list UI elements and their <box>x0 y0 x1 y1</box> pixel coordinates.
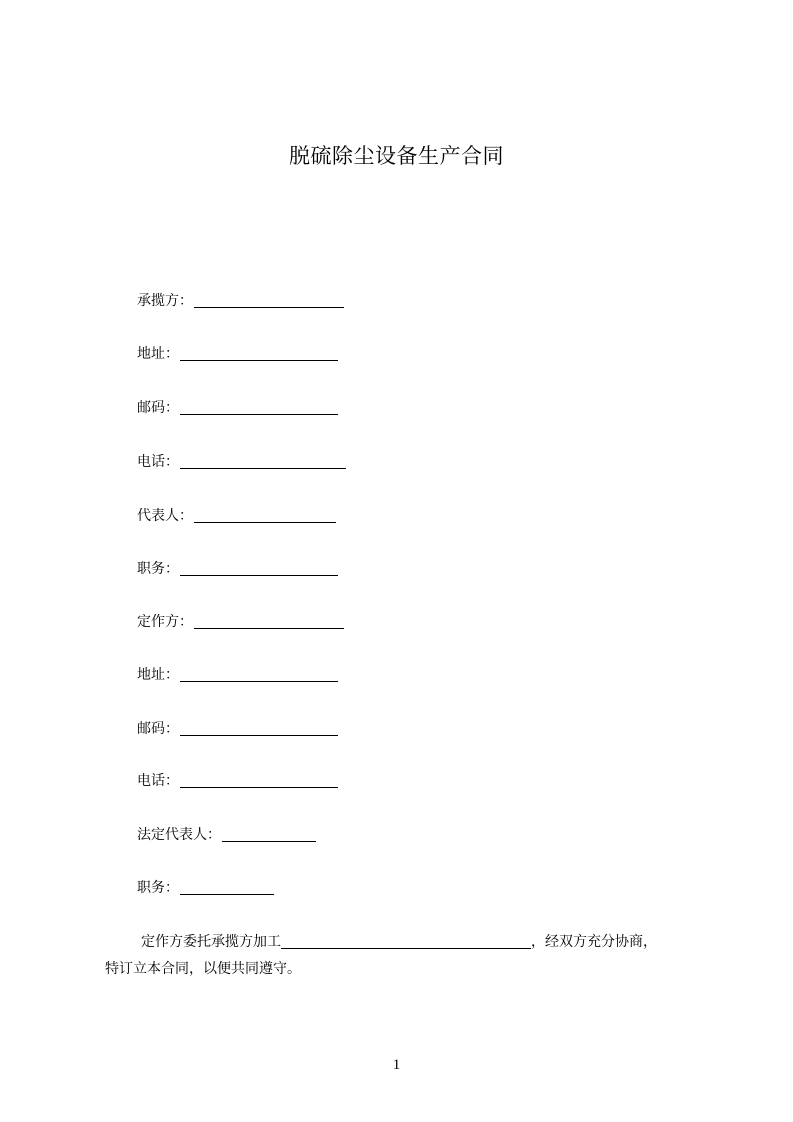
field-label: 电话： <box>137 773 179 789</box>
field-label: 邮码： <box>137 721 179 737</box>
field-client <box>137 611 344 633</box>
field-client-address <box>137 664 338 686</box>
field-contractor <box>137 290 344 312</box>
field-client-position <box>137 877 274 899</box>
field-contractor-representative <box>137 505 336 527</box>
field-contractor-position <box>137 558 338 580</box>
field-client-postcode <box>137 718 338 740</box>
field-label: 地址： <box>137 667 179 683</box>
field-label: 邮码： <box>137 400 179 416</box>
page-number: 1 <box>392 1057 401 1073</box>
field-label: 承揽方： <box>137 293 193 309</box>
field-label: 地址： <box>137 346 179 362</box>
field-label: 职务： <box>137 880 179 896</box>
document-title: 脱硫除尘设备生产合同 <box>289 144 504 168</box>
field-label: 法定代表人： <box>137 827 221 843</box>
paragraph-line-2: 特订立本合同，以便共同遵守。 <box>105 961 301 977</box>
field-label: 职务： <box>137 561 179 577</box>
paragraph-text: 定作方委托承揽方加工 <box>141 934 281 950</box>
field-label: 电话： <box>137 454 179 470</box>
fill-in-blank[interactable] <box>180 397 338 415</box>
field-contractor-postcode <box>137 397 338 419</box>
fill-in-blank[interactable] <box>180 877 274 895</box>
field-contractor-phone <box>137 451 346 473</box>
field-client-phone <box>137 770 338 792</box>
paragraph-text: ，经双方充分协商， <box>531 934 657 950</box>
field-contractor-address <box>137 343 338 365</box>
paragraph-line-1 <box>105 931 705 953</box>
fill-in-blank[interactable] <box>180 451 346 469</box>
fill-in-blank[interactable] <box>180 343 338 361</box>
fill-in-blank[interactable] <box>180 770 338 788</box>
fill-in-blank[interactable] <box>281 931 531 949</box>
field-label: 代表人： <box>137 508 193 524</box>
field-label: 定作方： <box>137 614 193 630</box>
fill-in-blank[interactable] <box>222 824 316 842</box>
fill-in-blank[interactable] <box>194 611 344 629</box>
fill-in-blank[interactable] <box>194 505 336 523</box>
fill-in-blank[interactable] <box>180 664 338 682</box>
fill-in-blank[interactable] <box>180 558 338 576</box>
fill-in-blank[interactable] <box>180 718 338 736</box>
field-client-legal-representative <box>137 824 316 846</box>
fill-in-blank[interactable] <box>194 290 344 308</box>
